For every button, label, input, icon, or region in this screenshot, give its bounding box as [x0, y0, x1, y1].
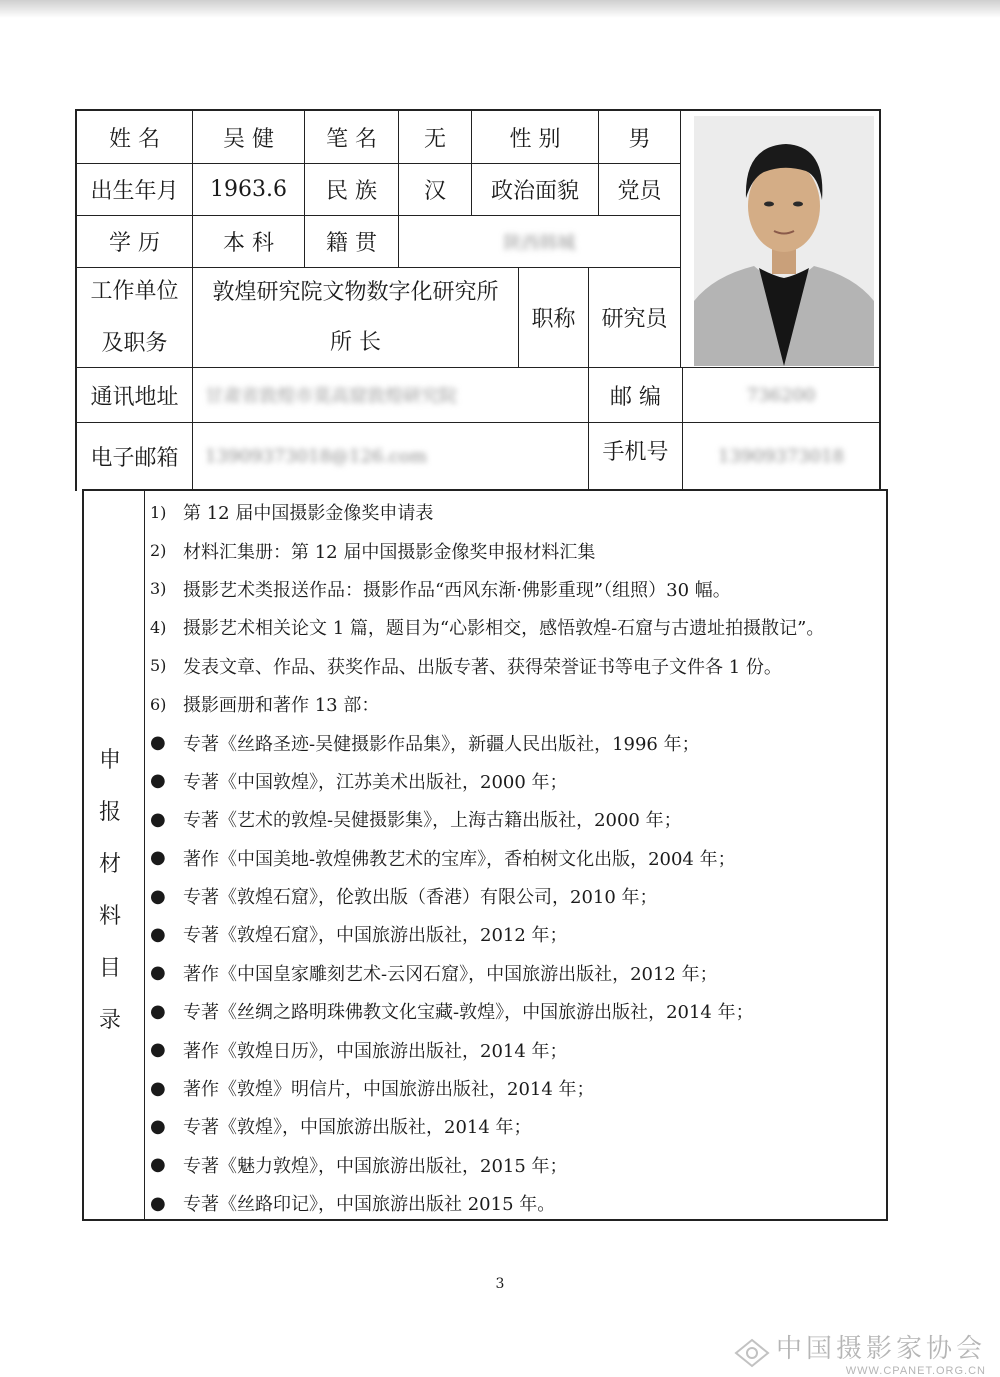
- bullet-icon: ●: [150, 847, 166, 869]
- label-char: 申: [98, 748, 121, 773]
- label-work-unit-line1: 工作单位: [90, 278, 179, 304]
- bullet-icon: ●: [150, 1115, 166, 1137]
- item-text: 专著《丝绸之路明珠佛教文化宝藏-敦煌》，中国旅游出版社，2014 年；: [183, 1002, 754, 1024]
- label-char: 目: [98, 956, 121, 981]
- item-text: 专著《敦煌》，中国旅游出版社，2014 年；: [183, 1117, 532, 1139]
- bullet-item: [150, 1146, 880, 1184]
- value-address: 甘肃省敦煌市莫高窟敦煌研究院: [205, 386, 457, 407]
- value-gender: 男: [628, 126, 651, 152]
- label-char: 录: [98, 1008, 121, 1033]
- bullet-icon: ●: [150, 1000, 166, 1022]
- item-text: 著作《中国美地-敦煌佛教艺术的宝库》，香柏树文化出版，2004 年；: [183, 848, 736, 870]
- item-text: 摄影画册和著作 13 部：: [183, 695, 380, 717]
- value-birth: 1963.6: [210, 177, 287, 202]
- label-native-place: 籍 贯: [326, 231, 377, 256]
- watermark-url: WWW.CPANET.ORG.CN: [845, 1365, 986, 1377]
- item-text: 摄影艺术类报送作品：摄影作品“西风东渐·佛影重现”（组照）30 幅。: [183, 579, 731, 601]
- materials-section-label: [90, 735, 130, 1047]
- value-work-unit: [193, 268, 518, 367]
- value-work-unit-line2: 所 长: [330, 329, 381, 355]
- item-text: 材料汇集册：第 12 届中国摄影金像奖申报材料汇集: [183, 541, 596, 563]
- bullet-item: [150, 1107, 880, 1145]
- value-native-place: 陕西韩城: [503, 232, 576, 254]
- label-title: 职称: [531, 307, 576, 332]
- bullet-item: [150, 1069, 880, 1107]
- list-item: [150, 685, 880, 723]
- label-ethnicity: 民 族: [326, 179, 377, 204]
- label-char: 材: [98, 852, 121, 877]
- applicant-photo: [694, 116, 874, 366]
- item-number: 1): [150, 502, 167, 522]
- bullet-item: [150, 800, 880, 838]
- label-birth: 出生年月: [90, 179, 179, 204]
- item-number: 6): [150, 694, 167, 714]
- label-char: 报: [98, 800, 121, 825]
- value-name: 吴 健: [223, 126, 274, 152]
- label-char: 料: [98, 904, 121, 929]
- scan-top-edge: [0, 0, 1000, 18]
- item-text: 摄影艺术相关论文 1 篇，题目为“心影相交，感悟敦煌-石窟与古遗址拍摄散记”。: [183, 618, 825, 640]
- site-watermark: [734, 1328, 986, 1377]
- bullet-item: [150, 723, 880, 761]
- list-item: [150, 531, 880, 569]
- list-item: [150, 493, 880, 531]
- bullet-icon: ●: [150, 885, 166, 907]
- list-item: [150, 570, 880, 608]
- label-gender: 性 别: [509, 126, 561, 152]
- label-name: 姓 名: [109, 126, 160, 152]
- value-ethnicity: 汉: [423, 179, 446, 204]
- value-email: 13909373018@126.com: [205, 445, 428, 467]
- bullet-item: [150, 992, 880, 1030]
- bullet-item: [150, 1184, 880, 1222]
- bullet-item: [150, 1030, 880, 1068]
- item-text: 专著《敦煌石窟》，中国旅游出版社，2012 年；: [183, 925, 568, 947]
- bullet-icon: ●: [150, 770, 166, 792]
- watermark-logo-icon: [734, 1338, 770, 1368]
- list-item: [150, 647, 880, 685]
- bullet-icon: ●: [150, 1039, 166, 1061]
- label-address: 通讯地址: [90, 384, 179, 410]
- label-email: 电子邮箱: [90, 445, 179, 471]
- bullet-icon: ●: [150, 732, 166, 754]
- item-text: 第 12 届中国摄影金像奖申请表: [183, 503, 434, 525]
- item-text: 专著《中国敦煌》，江苏美术出版社，2000 年；: [183, 771, 568, 793]
- item-text: 著作《中国皇家雕刻艺术-云冈石窟》，中国旅游出版社，2012 年；: [183, 963, 718, 985]
- item-text: 专著《丝路圣迹-吴健摄影作品集》，新疆人民出版社，1996 年；: [183, 733, 700, 755]
- label-work-unit: [77, 268, 192, 367]
- label-education: 学 历: [109, 231, 160, 256]
- bullet-icon: ●: [150, 962, 166, 984]
- value-political: 党员: [617, 179, 662, 204]
- value-title: 研究员: [601, 307, 668, 332]
- value-pen-name: 无: [423, 126, 446, 152]
- bullet-icon: ●: [150, 808, 166, 830]
- item-number: 5): [150, 656, 167, 676]
- bullet-item: [150, 915, 880, 953]
- value-postcode: 736200: [746, 384, 816, 406]
- label-phone: 手机号: [602, 439, 669, 465]
- bullet-icon: ●: [150, 923, 166, 945]
- item-text: 著作《敦煌日历》，中国旅游出版社，2014 年；: [183, 1040, 568, 1062]
- item-text: 发表文章、作品、获奖作品、出版专著、获得荣誉证书等电子文件各 1 份。: [183, 656, 782, 678]
- bullet-item: [150, 762, 880, 800]
- materials-list: [150, 493, 880, 1222]
- bullet-item: [150, 877, 880, 915]
- bullet-item: [150, 839, 880, 877]
- label-political: 政治面貌: [490, 179, 579, 204]
- bullet-icon: ●: [150, 1154, 166, 1176]
- value-education: 本 科: [223, 231, 274, 256]
- list-item: [150, 608, 880, 646]
- item-number: 2): [150, 541, 167, 561]
- bullet-icon: ●: [150, 1077, 166, 1099]
- item-text: 专著《艺术的敦煌-吴健摄影集》，上海古籍出版社，2000 年；: [183, 810, 682, 832]
- item-text: 专著《丝路印记》，中国旅游出版社 2015 年。: [183, 1194, 556, 1216]
- value-work-unit-line1: 敦煌研究院文物数字化研究所: [212, 279, 499, 305]
- label-work-unit-line2: 及职务: [101, 330, 168, 356]
- value-phone: 13909373018: [718, 445, 844, 467]
- bullet-item: [150, 954, 880, 992]
- item-text: 专著《敦煌石窟》，伦敦出版（香港）有限公司，2010 年；: [183, 887, 658, 909]
- item-text: 著作《敦煌》明信片，中国旅游出版社，2014 年；: [183, 1079, 595, 1101]
- page-number: 3: [495, 1276, 505, 1292]
- item-number: 3): [150, 579, 167, 599]
- item-number: 4): [150, 617, 167, 637]
- label-postcode: 邮 编: [610, 384, 661, 410]
- watermark-text: 中国摄影家协会: [775, 1334, 986, 1364]
- label-pen-name: 笔 名: [326, 126, 377, 152]
- item-text: 专著《魅力敦煌》，中国旅游出版社，2015 年；: [183, 1155, 568, 1177]
- bullet-icon: ●: [150, 1192, 166, 1214]
